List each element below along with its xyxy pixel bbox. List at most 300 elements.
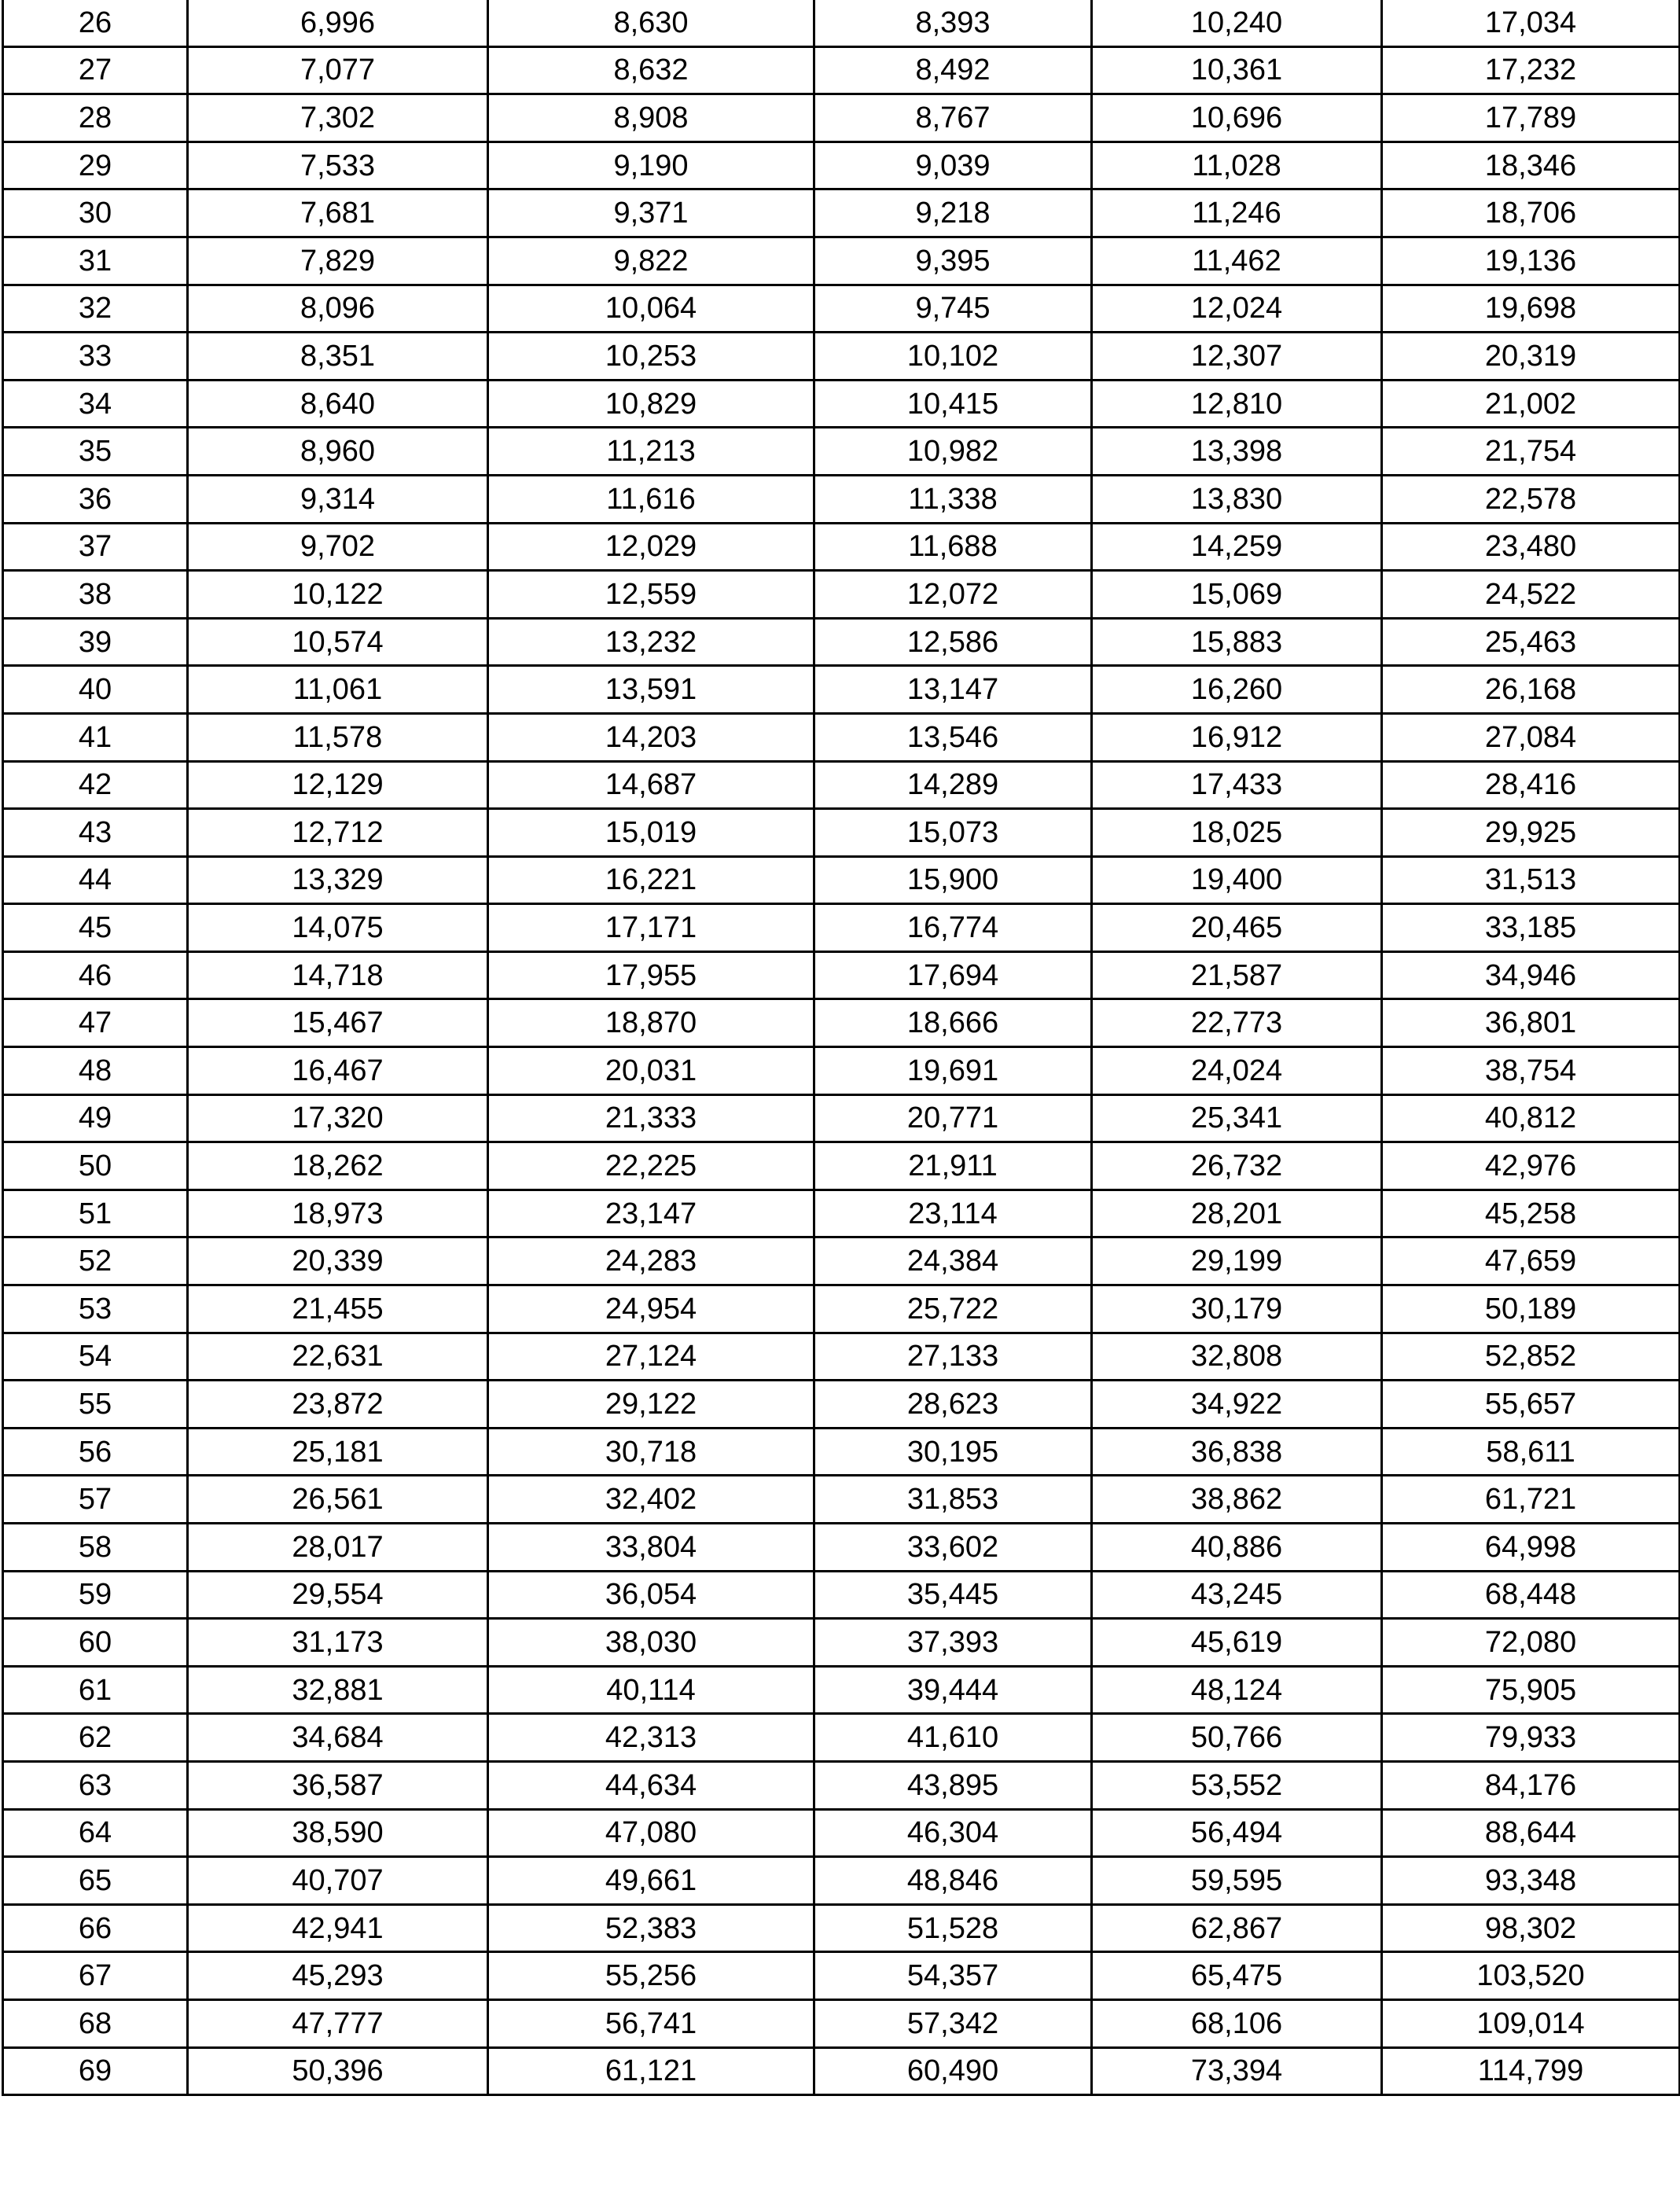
value-cell: 62,867 — [1092, 1904, 1382, 1952]
value-cell: 22,631 — [188, 1333, 488, 1381]
row-label-cell: 38 — [3, 571, 188, 619]
value-cell: 28,623 — [814, 1381, 1092, 1429]
value-cell: 68,448 — [1382, 1571, 1680, 1619]
value-cell: 37,393 — [814, 1619, 1092, 1667]
value-cell: 10,361 — [1092, 46, 1382, 94]
value-cell: 8,960 — [188, 428, 488, 476]
row-label-cell: 63 — [3, 1761, 188, 1809]
row-label-cell: 34 — [3, 380, 188, 428]
value-cell: 36,801 — [1382, 999, 1680, 1047]
value-cell: 12,024 — [1092, 285, 1382, 333]
value-cell: 16,912 — [1092, 713, 1382, 761]
value-cell: 35,445 — [814, 1571, 1092, 1619]
value-cell: 11,462 — [1092, 237, 1382, 285]
value-cell: 13,147 — [814, 666, 1092, 714]
value-cell: 8,492 — [814, 46, 1092, 94]
value-cell: 84,176 — [1382, 1761, 1680, 1809]
value-cell: 45,619 — [1092, 1619, 1382, 1667]
value-cell: 28,416 — [1382, 761, 1680, 809]
row-label-cell: 68 — [3, 1999, 188, 2047]
value-cell: 17,433 — [1092, 761, 1382, 809]
value-cell: 51,528 — [814, 1904, 1092, 1952]
value-cell: 36,587 — [188, 1761, 488, 1809]
value-cell: 28,017 — [188, 1524, 488, 1572]
value-cell: 64,998 — [1382, 1524, 1680, 1572]
row-label-cell: 45 — [3, 904, 188, 952]
value-cell: 42,941 — [188, 1904, 488, 1952]
value-cell: 15,883 — [1092, 618, 1382, 666]
value-cell: 8,767 — [814, 94, 1092, 142]
value-cell: 38,754 — [1382, 1047, 1680, 1095]
value-cell: 14,259 — [1092, 523, 1382, 571]
value-cell: 12,559 — [488, 571, 814, 619]
table-row — [3, 1571, 1680, 1619]
value-cell: 18,025 — [1092, 809, 1382, 857]
value-cell: 7,533 — [188, 142, 488, 189]
value-cell: 12,810 — [1092, 380, 1382, 428]
value-cell: 17,320 — [188, 1094, 488, 1142]
value-cell: 18,262 — [188, 1142, 488, 1190]
table-row — [3, 1476, 1680, 1524]
value-cell: 43,245 — [1092, 1571, 1382, 1619]
row-label-cell: 43 — [3, 809, 188, 857]
row-label-cell: 69 — [3, 2047, 188, 2095]
row-label-cell: 57 — [3, 1476, 188, 1524]
value-cell: 50,396 — [188, 2047, 488, 2095]
value-cell: 68,106 — [1092, 1999, 1382, 2047]
value-cell: 10,982 — [814, 428, 1092, 476]
value-cell: 14,289 — [814, 761, 1092, 809]
value-cell: 13,329 — [188, 856, 488, 904]
row-label-cell: 53 — [3, 1285, 188, 1333]
value-cell: 26,561 — [188, 1476, 488, 1524]
value-cell: 17,789 — [1382, 94, 1680, 142]
row-label-cell: 28 — [3, 94, 188, 142]
value-cell: 7,077 — [188, 46, 488, 94]
value-cell: 31,513 — [1382, 856, 1680, 904]
row-label-cell: 51 — [3, 1190, 188, 1237]
value-cell: 17,171 — [488, 904, 814, 952]
value-cell: 114,799 — [1382, 2047, 1680, 2095]
table-row — [3, 618, 1680, 666]
value-cell: 46,304 — [814, 1809, 1092, 1857]
row-label-cell: 26 — [3, 0, 188, 46]
value-cell: 22,773 — [1092, 999, 1382, 1047]
row-label-cell: 41 — [3, 713, 188, 761]
row-label-cell: 35 — [3, 428, 188, 476]
row-label-cell: 56 — [3, 1428, 188, 1476]
row-label-cell: 64 — [3, 1809, 188, 1857]
table-row — [3, 2047, 1680, 2095]
value-cell: 16,221 — [488, 856, 814, 904]
value-cell: 23,114 — [814, 1190, 1092, 1237]
value-cell: 40,707 — [188, 1857, 488, 1905]
row-label-cell: 52 — [3, 1237, 188, 1285]
value-cell: 19,400 — [1092, 856, 1382, 904]
table-row — [3, 142, 1680, 189]
data-table — [2, 0, 1680, 2096]
value-cell: 12,072 — [814, 571, 1092, 619]
value-cell: 19,691 — [814, 1047, 1092, 1095]
table-row — [3, 761, 1680, 809]
value-cell: 21,754 — [1382, 428, 1680, 476]
value-cell: 15,069 — [1092, 571, 1382, 619]
table-row — [3, 571, 1680, 619]
value-cell: 20,339 — [188, 1237, 488, 1285]
value-cell: 34,684 — [188, 1714, 488, 1762]
value-cell: 9,745 — [814, 285, 1092, 333]
value-cell: 109,014 — [1382, 1999, 1680, 2047]
value-cell: 45,293 — [188, 1952, 488, 2000]
row-label-cell: 40 — [3, 666, 188, 714]
value-cell: 88,644 — [1382, 1809, 1680, 1857]
table-row — [3, 1190, 1680, 1237]
value-cell: 48,846 — [814, 1857, 1092, 1905]
value-cell: 31,173 — [188, 1619, 488, 1667]
value-cell: 27,133 — [814, 1333, 1092, 1381]
value-cell: 45,258 — [1382, 1190, 1680, 1237]
value-cell: 42,313 — [488, 1714, 814, 1762]
table-row — [3, 428, 1680, 476]
table-row — [3, 380, 1680, 428]
value-cell: 25,463 — [1382, 618, 1680, 666]
value-cell: 8,630 — [488, 0, 814, 46]
value-cell: 8,351 — [188, 333, 488, 381]
value-cell: 32,402 — [488, 1476, 814, 1524]
value-cell: 56,494 — [1092, 1809, 1382, 1857]
row-label-cell: 55 — [3, 1381, 188, 1429]
table-row — [3, 189, 1680, 237]
table-row — [3, 904, 1680, 952]
value-cell: 42,976 — [1382, 1142, 1680, 1190]
value-cell: 39,444 — [814, 1666, 1092, 1714]
value-cell: 31,853 — [814, 1476, 1092, 1524]
table-row — [3, 285, 1680, 333]
table-row — [3, 0, 1680, 46]
value-cell: 61,721 — [1382, 1476, 1680, 1524]
value-cell: 14,718 — [188, 951, 488, 999]
value-cell: 52,852 — [1382, 1333, 1680, 1381]
table-row — [3, 1237, 1680, 1285]
value-cell: 47,080 — [488, 1809, 814, 1857]
value-cell: 24,024 — [1092, 1047, 1382, 1095]
value-cell: 21,002 — [1382, 380, 1680, 428]
value-cell: 41,610 — [814, 1714, 1092, 1762]
value-cell: 11,246 — [1092, 189, 1382, 237]
value-cell: 20,465 — [1092, 904, 1382, 952]
row-label-cell: 60 — [3, 1619, 188, 1667]
table-row — [3, 1333, 1680, 1381]
value-cell: 26,732 — [1092, 1142, 1382, 1190]
row-label-cell: 44 — [3, 856, 188, 904]
row-label-cell: 58 — [3, 1524, 188, 1572]
value-cell: 13,591 — [488, 666, 814, 714]
value-cell: 11,338 — [814, 475, 1092, 523]
value-cell: 27,084 — [1382, 713, 1680, 761]
value-cell: 58,611 — [1382, 1428, 1680, 1476]
value-cell: 32,808 — [1092, 1333, 1382, 1381]
table-row — [3, 475, 1680, 523]
table-row — [3, 1094, 1680, 1142]
value-cell: 40,886 — [1092, 1524, 1382, 1572]
value-cell: 73,394 — [1092, 2047, 1382, 2095]
value-cell: 36,838 — [1092, 1428, 1382, 1476]
value-cell: 33,185 — [1382, 904, 1680, 952]
value-cell: 36,054 — [488, 1571, 814, 1619]
value-cell: 9,822 — [488, 237, 814, 285]
value-cell: 11,616 — [488, 475, 814, 523]
row-label-cell: 46 — [3, 951, 188, 999]
value-cell: 25,181 — [188, 1428, 488, 1476]
value-cell: 12,129 — [188, 761, 488, 809]
value-cell: 13,830 — [1092, 475, 1382, 523]
value-cell: 10,574 — [188, 618, 488, 666]
value-cell: 11,688 — [814, 523, 1092, 571]
table-row — [3, 46, 1680, 94]
value-cell: 17,955 — [488, 951, 814, 999]
value-cell: 29,199 — [1092, 1237, 1382, 1285]
value-cell: 22,225 — [488, 1142, 814, 1190]
value-cell: 25,341 — [1092, 1094, 1382, 1142]
value-cell: 38,590 — [188, 1809, 488, 1857]
table-row — [3, 1857, 1680, 1905]
value-cell: 9,395 — [814, 237, 1092, 285]
value-cell: 34,946 — [1382, 951, 1680, 999]
value-cell: 33,602 — [814, 1524, 1092, 1572]
value-cell: 10,122 — [188, 571, 488, 619]
value-cell: 93,348 — [1382, 1857, 1680, 1905]
value-cell: 19,698 — [1382, 285, 1680, 333]
value-cell: 61,121 — [488, 2047, 814, 2095]
table-row — [3, 1714, 1680, 1762]
value-cell: 60,490 — [814, 2047, 1092, 2095]
value-cell: 17,694 — [814, 951, 1092, 999]
value-cell: 21,455 — [188, 1285, 488, 1333]
value-cell: 14,075 — [188, 904, 488, 952]
table-row — [3, 856, 1680, 904]
value-cell: 11,578 — [188, 713, 488, 761]
value-cell: 55,657 — [1382, 1381, 1680, 1429]
value-cell: 7,681 — [188, 189, 488, 237]
value-cell: 7,829 — [188, 237, 488, 285]
value-cell: 16,774 — [814, 904, 1092, 952]
value-cell: 12,029 — [488, 523, 814, 571]
row-label-cell: 65 — [3, 1857, 188, 1905]
table-body — [3, 0, 1680, 2095]
value-cell: 49,661 — [488, 1857, 814, 1905]
value-cell: 75,905 — [1382, 1666, 1680, 1714]
row-label-cell: 42 — [3, 761, 188, 809]
value-cell: 34,922 — [1092, 1381, 1382, 1429]
value-cell: 10,415 — [814, 380, 1092, 428]
value-cell: 23,872 — [188, 1381, 488, 1429]
value-cell: 10,696 — [1092, 94, 1382, 142]
row-label-cell: 54 — [3, 1333, 188, 1381]
value-cell: 18,666 — [814, 999, 1092, 1047]
value-cell: 30,195 — [814, 1428, 1092, 1476]
table-row — [3, 1761, 1680, 1809]
table-row — [3, 666, 1680, 714]
value-cell: 18,706 — [1382, 189, 1680, 237]
table-row — [3, 809, 1680, 857]
value-cell: 8,908 — [488, 94, 814, 142]
row-label-cell: 32 — [3, 285, 188, 333]
value-cell: 40,812 — [1382, 1094, 1680, 1142]
table-row — [3, 1666, 1680, 1714]
row-label-cell: 66 — [3, 1904, 188, 1952]
value-cell: 11,061 — [188, 666, 488, 714]
value-cell: 28,201 — [1092, 1190, 1382, 1237]
table-page — [2, 0, 1678, 2197]
value-cell: 20,031 — [488, 1047, 814, 1095]
row-label-cell: 47 — [3, 999, 188, 1047]
value-cell: 10,253 — [488, 333, 814, 381]
value-cell: 72,080 — [1382, 1619, 1680, 1667]
value-cell: 9,314 — [188, 475, 488, 523]
row-label-cell: 31 — [3, 237, 188, 285]
table-row — [3, 1381, 1680, 1429]
value-cell: 27,124 — [488, 1333, 814, 1381]
table-row — [3, 999, 1680, 1047]
value-cell: 30,718 — [488, 1428, 814, 1476]
value-cell: 26,168 — [1382, 666, 1680, 714]
value-cell: 20,771 — [814, 1094, 1092, 1142]
value-cell: 55,256 — [488, 1952, 814, 2000]
value-cell: 13,398 — [1092, 428, 1382, 476]
table-row — [3, 1952, 1680, 2000]
row-label-cell: 50 — [3, 1142, 188, 1190]
value-cell: 12,712 — [188, 809, 488, 857]
value-cell: 17,034 — [1382, 0, 1680, 46]
value-cell: 30,179 — [1092, 1285, 1382, 1333]
value-cell: 12,307 — [1092, 333, 1382, 381]
row-label-cell: 37 — [3, 523, 188, 571]
value-cell: 19,136 — [1382, 237, 1680, 285]
value-cell: 8,632 — [488, 46, 814, 94]
row-label-cell: 67 — [3, 1952, 188, 2000]
table-row — [3, 1428, 1680, 1476]
value-cell: 50,766 — [1092, 1714, 1382, 1762]
value-cell: 12,586 — [814, 618, 1092, 666]
row-label-cell: 48 — [3, 1047, 188, 1095]
value-cell: 10,240 — [1092, 0, 1382, 46]
value-cell: 29,925 — [1382, 809, 1680, 857]
value-cell: 52,383 — [488, 1904, 814, 1952]
table-row — [3, 713, 1680, 761]
value-cell: 24,283 — [488, 1237, 814, 1285]
value-cell: 103,520 — [1382, 1952, 1680, 2000]
value-cell: 38,030 — [488, 1619, 814, 1667]
value-cell: 24,954 — [488, 1285, 814, 1333]
value-cell: 15,019 — [488, 809, 814, 857]
value-cell: 33,804 — [488, 1524, 814, 1572]
value-cell: 8,393 — [814, 0, 1092, 46]
value-cell: 17,232 — [1382, 46, 1680, 94]
value-cell: 38,862 — [1092, 1476, 1382, 1524]
table-row — [3, 951, 1680, 999]
value-cell: 44,634 — [488, 1761, 814, 1809]
value-cell: 23,147 — [488, 1190, 814, 1237]
value-cell: 10,064 — [488, 285, 814, 333]
row-label-cell: 62 — [3, 1714, 188, 1762]
table-row — [3, 1524, 1680, 1572]
value-cell: 54,357 — [814, 1952, 1092, 2000]
table-row — [3, 1047, 1680, 1095]
value-cell: 21,911 — [814, 1142, 1092, 1190]
value-cell: 15,073 — [814, 809, 1092, 857]
value-cell: 48,124 — [1092, 1666, 1382, 1714]
value-cell: 47,777 — [188, 1999, 488, 2047]
value-cell: 10,102 — [814, 333, 1092, 381]
row-label-cell: 59 — [3, 1571, 188, 1619]
value-cell: 13,546 — [814, 713, 1092, 761]
value-cell: 40,114 — [488, 1666, 814, 1714]
table-row — [3, 333, 1680, 381]
value-cell: 18,870 — [488, 999, 814, 1047]
value-cell: 32,881 — [188, 1666, 488, 1714]
table-row — [3, 1999, 1680, 2047]
row-label-cell: 61 — [3, 1666, 188, 1714]
value-cell: 43,895 — [814, 1761, 1092, 1809]
row-label-cell: 30 — [3, 189, 188, 237]
value-cell: 20,319 — [1382, 333, 1680, 381]
table-row — [3, 1809, 1680, 1857]
value-cell: 53,552 — [1092, 1761, 1382, 1809]
row-label-cell: 49 — [3, 1094, 188, 1142]
value-cell: 23,480 — [1382, 523, 1680, 571]
value-cell: 18,346 — [1382, 142, 1680, 189]
value-cell: 7,302 — [188, 94, 488, 142]
value-cell: 57,342 — [814, 1999, 1092, 2047]
value-cell: 13,232 — [488, 618, 814, 666]
value-cell: 8,096 — [188, 285, 488, 333]
table-row — [3, 523, 1680, 571]
value-cell: 11,213 — [488, 428, 814, 476]
value-cell: 9,190 — [488, 142, 814, 189]
value-cell: 24,384 — [814, 1237, 1092, 1285]
value-cell: 10,829 — [488, 380, 814, 428]
value-cell: 9,702 — [188, 523, 488, 571]
value-cell: 25,722 — [814, 1285, 1092, 1333]
value-cell: 8,640 — [188, 380, 488, 428]
value-cell: 56,741 — [488, 1999, 814, 2047]
table-row — [3, 1904, 1680, 1952]
value-cell: 98,302 — [1382, 1904, 1680, 1952]
row-label-cell: 33 — [3, 333, 188, 381]
value-cell: 22,578 — [1382, 475, 1680, 523]
value-cell: 16,467 — [188, 1047, 488, 1095]
value-cell: 79,933 — [1382, 1714, 1680, 1762]
row-label-cell: 36 — [3, 475, 188, 523]
value-cell: 24,522 — [1382, 571, 1680, 619]
value-cell: 29,122 — [488, 1381, 814, 1429]
value-cell: 11,028 — [1092, 142, 1382, 189]
row-label-cell: 27 — [3, 46, 188, 94]
table-row — [3, 1619, 1680, 1667]
value-cell: 15,900 — [814, 856, 1092, 904]
value-cell: 15,467 — [188, 999, 488, 1047]
value-cell: 59,595 — [1092, 1857, 1382, 1905]
value-cell: 14,687 — [488, 761, 814, 809]
value-cell: 9,371 — [488, 189, 814, 237]
value-cell: 29,554 — [188, 1571, 488, 1619]
value-cell: 6,996 — [188, 0, 488, 46]
value-cell: 18,973 — [188, 1190, 488, 1237]
value-cell: 21,333 — [488, 1094, 814, 1142]
row-label-cell: 39 — [3, 618, 188, 666]
value-cell: 50,189 — [1382, 1285, 1680, 1333]
value-cell: 16,260 — [1092, 666, 1382, 714]
